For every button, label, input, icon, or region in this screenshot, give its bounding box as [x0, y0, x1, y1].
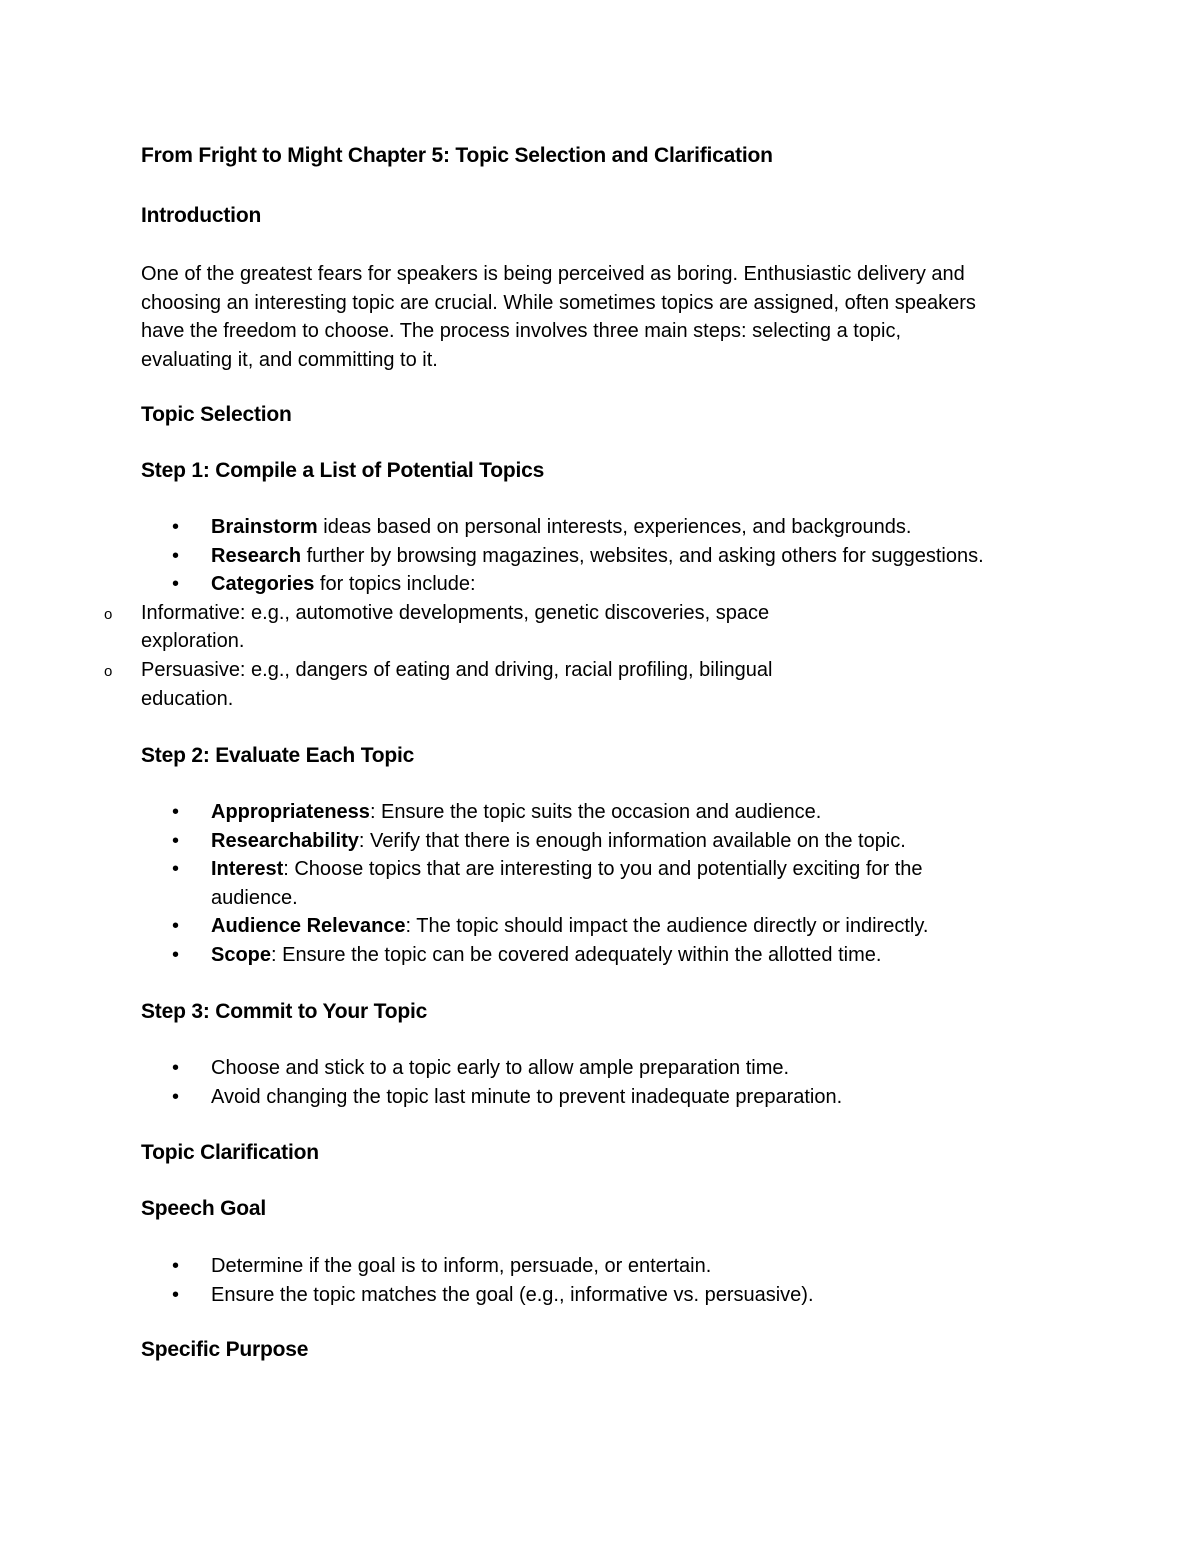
- item-text: for topics include:: [314, 573, 476, 596]
- circle-bullet-icon: o: [104, 662, 113, 680]
- item-text: : Ensure the topic suits the occasion and audience.: [369, 801, 822, 823]
- heading-specific-purpose: Specific Purpose: [141, 1338, 309, 1361]
- term-scope: Scope: [211, 943, 272, 966]
- step2-list: [0, 798, 1100, 970]
- list-item: [0, 1281, 1100, 1310]
- list-item: [0, 827, 1100, 856]
- item-text: Determine if the goal is to inform, persuade, or entertain.: [211, 1255, 712, 1277]
- bullet-icon: •: [172, 1085, 180, 1108]
- sub-item-line: education.: [141, 687, 234, 710]
- bullet-icon: •: [172, 516, 180, 538]
- sub-item-line: Persuasive: e.g., dangers of eating and driving, racial profiling, bilingual: [141, 658, 773, 681]
- heading-topic-clarification: Topic Clarification: [141, 1141, 319, 1164]
- item-text: Choose and stick to a topic early to allow ample preparation time.: [211, 1057, 790, 1079]
- intro-paragraph: [141, 260, 1061, 374]
- intro-line: One of the greatest fears for speakers is being perceived as boring. Enthusiastic delivery and: [141, 263, 965, 285]
- heading-introduction: Introduction: [141, 204, 262, 227]
- speech-goal-list: [0, 1252, 1100, 1309]
- bullet-icon: •: [172, 801, 180, 823]
- bullet-icon: •: [172, 915, 180, 938]
- term-interest: Interest: [211, 858, 284, 881]
- heading-step-3: Step 3: Commit to Your Topic: [141, 1000, 428, 1023]
- bullet-icon: •: [172, 544, 180, 567]
- heading-step-1: Step 1: Compile a List of Potential Topics: [141, 459, 545, 482]
- item-text: further by browsing magazines, websites, and asking others for suggestions.: [301, 544, 984, 567]
- bullet-icon: •: [172, 1283, 180, 1306]
- step3-list: [0, 1054, 1100, 1111]
- bullet-icon: •: [172, 858, 180, 881]
- step1-list: [0, 513, 1100, 713]
- term-researchability: Researchability: [211, 829, 359, 852]
- term-brainstorm: Brainstorm: [211, 516, 318, 538]
- bullet-icon: •: [172, 1057, 180, 1079]
- list-item: [0, 855, 1100, 912]
- list-item: [0, 1252, 1100, 1281]
- term-research: Research: [211, 544, 302, 567]
- item-text: Ensure the topic matches the goal (e.g., informative vs. persuasive).: [211, 1283, 814, 1306]
- circle-bullet-icon: o: [104, 605, 113, 623]
- term-audience-relevance: Audience Relevance: [211, 915, 406, 938]
- item-text-continued: audience.: [211, 886, 298, 909]
- heading-step-2: Step 2: Evaluate Each Topic: [141, 744, 415, 767]
- intro-line: evaluating it, and committing to it.: [141, 348, 438, 371]
- item-text: Avoid changing the topic last minute to prevent inadequate preparation.: [211, 1085, 843, 1108]
- term-appropriateness: Appropriateness: [211, 801, 370, 823]
- list-item: [0, 798, 1100, 827]
- bullet-icon: •: [172, 943, 180, 966]
- bullet-icon: •: [172, 573, 180, 596]
- sub-item-line: Informative: e.g., automotive developments, genetic discoveries, space: [141, 601, 770, 624]
- item-text: ideas based on personal interests, experiences, and backgrounds.: [317, 516, 912, 538]
- list-item: [0, 542, 1100, 571]
- categories-sublist: [70, 599, 1100, 713]
- item-text: : The topic should impact the audience directly or indirectly.: [405, 915, 929, 938]
- list-item: [0, 570, 1100, 713]
- sub-list-item: [70, 656, 1100, 713]
- term-categories: Categories: [211, 573, 315, 596]
- list-item: [0, 1054, 1100, 1083]
- intro-line: have the freedom to choose. The process involves three main steps: selecting a topic,: [141, 320, 902, 343]
- list-item: [0, 513, 1100, 542]
- heading-speech-goal: Speech Goal: [141, 1197, 267, 1220]
- sub-list-item: [70, 599, 1100, 656]
- document-title: From Fright to Might Chapter 5: Topic Selection and Clarification: [141, 144, 773, 167]
- sub-item-line: exploration.: [141, 630, 245, 653]
- item-text: : Ensure the topic can be covered adequately within the allotted time.: [271, 943, 882, 966]
- list-item: [0, 1083, 1100, 1112]
- list-item: [0, 912, 1100, 941]
- list-item: [0, 941, 1100, 970]
- bullet-icon: •: [172, 1255, 180, 1277]
- heading-topic-selection: Topic Selection: [141, 403, 292, 426]
- item-text: : Choose topics that are interesting to you and potentially exciting for the: [283, 858, 923, 881]
- bullet-icon: •: [172, 829, 180, 852]
- intro-line: choosing an interesting topic are crucial. While sometimes topics are assigned, often speakers: [141, 291, 976, 314]
- item-text: : Verify that there is enough information available on the topic.: [358, 829, 906, 852]
